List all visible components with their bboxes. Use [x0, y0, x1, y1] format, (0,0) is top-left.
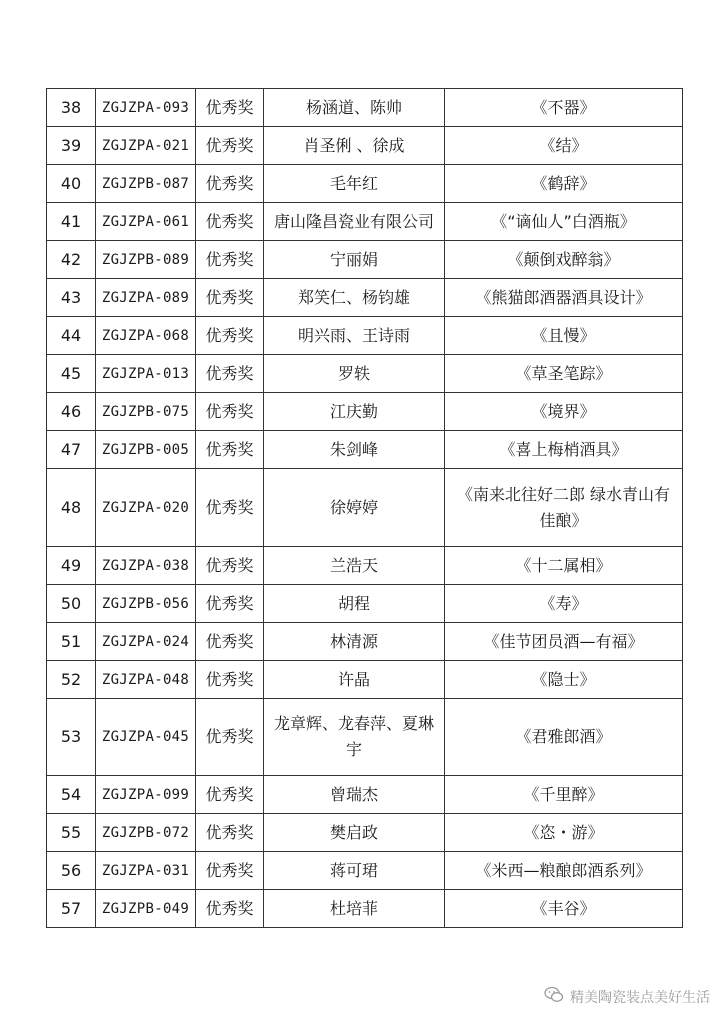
winner-cell: 朱剑峰	[264, 431, 445, 469]
award-cell: 优秀奖	[196, 431, 264, 469]
winner-cell: 郑笑仁、杨钧雄	[264, 279, 445, 317]
table-row	[47, 127, 683, 165]
entry-code-cell: ZGJZPA-024	[96, 623, 196, 661]
award-cell: 优秀奖	[196, 317, 264, 355]
award-cell: 优秀奖	[196, 585, 264, 623]
winner-cell: 林清源	[264, 623, 445, 661]
work-title-cell: 《十二属相》	[445, 547, 683, 585]
row-number-cell: 43	[47, 279, 96, 317]
work-title-cell: 《佳节团员酒—有福》	[445, 623, 683, 661]
entry-code-cell: ZGJZPA-031	[96, 852, 196, 890]
winner-cell: 胡程	[264, 585, 445, 623]
entry-code-cell: ZGJZPA-099	[96, 776, 196, 814]
work-title-cell: 《且慢》	[445, 317, 683, 355]
row-number-cell: 55	[47, 814, 96, 852]
row-number-cell: 46	[47, 393, 96, 431]
award-cell: 优秀奖	[196, 699, 264, 776]
row-number-cell: 42	[47, 241, 96, 279]
work-title-cell: 《鹤辞》	[445, 165, 683, 203]
winner-cell: 徐婷婷	[264, 469, 445, 547]
entry-code-cell: ZGJZPA-045	[96, 699, 196, 776]
work-title-cell: 《南来北往好二郎 绿水青山有佳酿》	[445, 469, 683, 547]
winner-cell: 江庆勤	[264, 393, 445, 431]
winner-cell: 杨涵道、陈帅	[264, 89, 445, 127]
table-row	[47, 890, 683, 928]
watermark	[544, 986, 710, 1008]
winner-cell: 肖圣俐 、徐成	[264, 127, 445, 165]
row-number-cell: 45	[47, 355, 96, 393]
row-number-cell: 52	[47, 661, 96, 699]
table-row	[47, 89, 683, 127]
entry-code-cell: ZGJZPB-075	[96, 393, 196, 431]
work-title-cell: 《恣・游》	[445, 814, 683, 852]
entry-code-cell: ZGJZPB-049	[96, 890, 196, 928]
work-title-cell: 《喜上梅梢酒具》	[445, 431, 683, 469]
award-cell: 优秀奖	[196, 393, 264, 431]
work-title-cell: 《米西—粮酿郎酒系列》	[445, 852, 683, 890]
award-cell: 优秀奖	[196, 89, 264, 127]
entry-code-cell: ZGJZPA-038	[96, 547, 196, 585]
award-cell: 优秀奖	[196, 165, 264, 203]
table-row	[47, 852, 683, 890]
entry-code-cell: ZGJZPB-087	[96, 165, 196, 203]
entry-code-cell: ZGJZPA-093	[96, 89, 196, 127]
row-number-cell: 53	[47, 699, 96, 776]
work-title-cell: 《千里醉》	[445, 776, 683, 814]
row-number-cell: 50	[47, 585, 96, 623]
winner-cell: 杜培菲	[264, 890, 445, 928]
award-cell: 优秀奖	[196, 852, 264, 890]
work-title-cell: 《不器》	[445, 89, 683, 127]
table-row	[47, 203, 683, 241]
winner-cell: 许晶	[264, 661, 445, 699]
work-title-cell: 《熊猫郎酒器酒具设计》	[445, 279, 683, 317]
table-row	[47, 623, 683, 661]
winner-cell: 曾瑞杰	[264, 776, 445, 814]
row-number-cell: 44	[47, 317, 96, 355]
table-row	[47, 355, 683, 393]
row-number-cell: 48	[47, 469, 96, 547]
winner-cell: 唐山隆昌瓷业有限公司	[264, 203, 445, 241]
entry-code-cell: ZGJZPB-056	[96, 585, 196, 623]
work-title-cell: 《结》	[445, 127, 683, 165]
award-cell: 优秀奖	[196, 890, 264, 928]
entry-code-cell: ZGJZPA-061	[96, 203, 196, 241]
work-title-cell: 《草圣笔踪》	[445, 355, 683, 393]
entry-code-cell: ZGJZPA-068	[96, 317, 196, 355]
work-title-cell: 《颠倒戏醉翁》	[445, 241, 683, 279]
table-row	[47, 279, 683, 317]
award-cell: 优秀奖	[196, 355, 264, 393]
row-number-cell: 57	[47, 890, 96, 928]
award-cell: 优秀奖	[196, 547, 264, 585]
winner-cell: 兰浩天	[264, 547, 445, 585]
work-title-cell: 《隐士》	[445, 661, 683, 699]
table-row	[47, 661, 683, 699]
winner-cell: 樊启政	[264, 814, 445, 852]
awards-table	[46, 88, 683, 928]
award-cell: 优秀奖	[196, 623, 264, 661]
award-cell: 优秀奖	[196, 814, 264, 852]
entry-code-cell: ZGJZPA-089	[96, 279, 196, 317]
table-row	[47, 814, 683, 852]
award-cell: 优秀奖	[196, 661, 264, 699]
entry-code-cell: ZGJZPA-020	[96, 469, 196, 547]
watermark-text: 精美陶瓷装点美好生活	[570, 990, 710, 1006]
award-cell: 优秀奖	[196, 127, 264, 165]
award-cell: 优秀奖	[196, 279, 264, 317]
work-title-cell: 《寿》	[445, 585, 683, 623]
entry-code-cell: ZGJZPA-013	[96, 355, 196, 393]
row-number-cell: 49	[47, 547, 96, 585]
row-number-cell: 47	[47, 431, 96, 469]
winner-cell: 宁丽娟	[264, 241, 445, 279]
winner-cell: 毛年红	[264, 165, 445, 203]
table-row	[47, 165, 683, 203]
entry-code-cell: ZGJZPB-089	[96, 241, 196, 279]
row-number-cell: 39	[47, 127, 96, 165]
table-row	[47, 585, 683, 623]
entry-code-cell: ZGJZPA-048	[96, 661, 196, 699]
winner-cell: 龙章辉、龙春萍、夏琳宇	[264, 699, 445, 776]
row-number-cell: 54	[47, 776, 96, 814]
row-number-cell: 40	[47, 165, 96, 203]
award-cell: 优秀奖	[196, 469, 264, 547]
entry-code-cell: ZGJZPB-005	[96, 431, 196, 469]
table-row	[47, 469, 683, 547]
work-title-cell: 《境界》	[445, 393, 683, 431]
row-number-cell: 38	[47, 89, 96, 127]
winner-cell: 蒋可珺	[264, 852, 445, 890]
table-row	[47, 776, 683, 814]
work-title-cell: 《丰谷》	[445, 890, 683, 928]
awards-table-body	[47, 89, 683, 928]
entry-code-cell: ZGJZPA-021	[96, 127, 196, 165]
table-row	[47, 431, 683, 469]
entry-code-cell: ZGJZPB-072	[96, 814, 196, 852]
table-row	[47, 317, 683, 355]
table-row	[47, 547, 683, 585]
table-row	[47, 699, 683, 776]
row-number-cell: 41	[47, 203, 96, 241]
table-row	[47, 241, 683, 279]
award-cell: 优秀奖	[196, 776, 264, 814]
award-cell: 优秀奖	[196, 203, 264, 241]
row-number-cell: 51	[47, 623, 96, 661]
row-number-cell: 56	[47, 852, 96, 890]
winner-cell: 罗轶	[264, 355, 445, 393]
wechat-icon	[544, 986, 564, 1008]
work-title-cell: 《君雅郎酒》	[445, 699, 683, 776]
work-title-cell: 《“谪仙人”白酒瓶》	[445, 203, 683, 241]
winner-cell: 明兴雨、王诗雨	[264, 317, 445, 355]
table-row	[47, 393, 683, 431]
award-cell: 优秀奖	[196, 241, 264, 279]
